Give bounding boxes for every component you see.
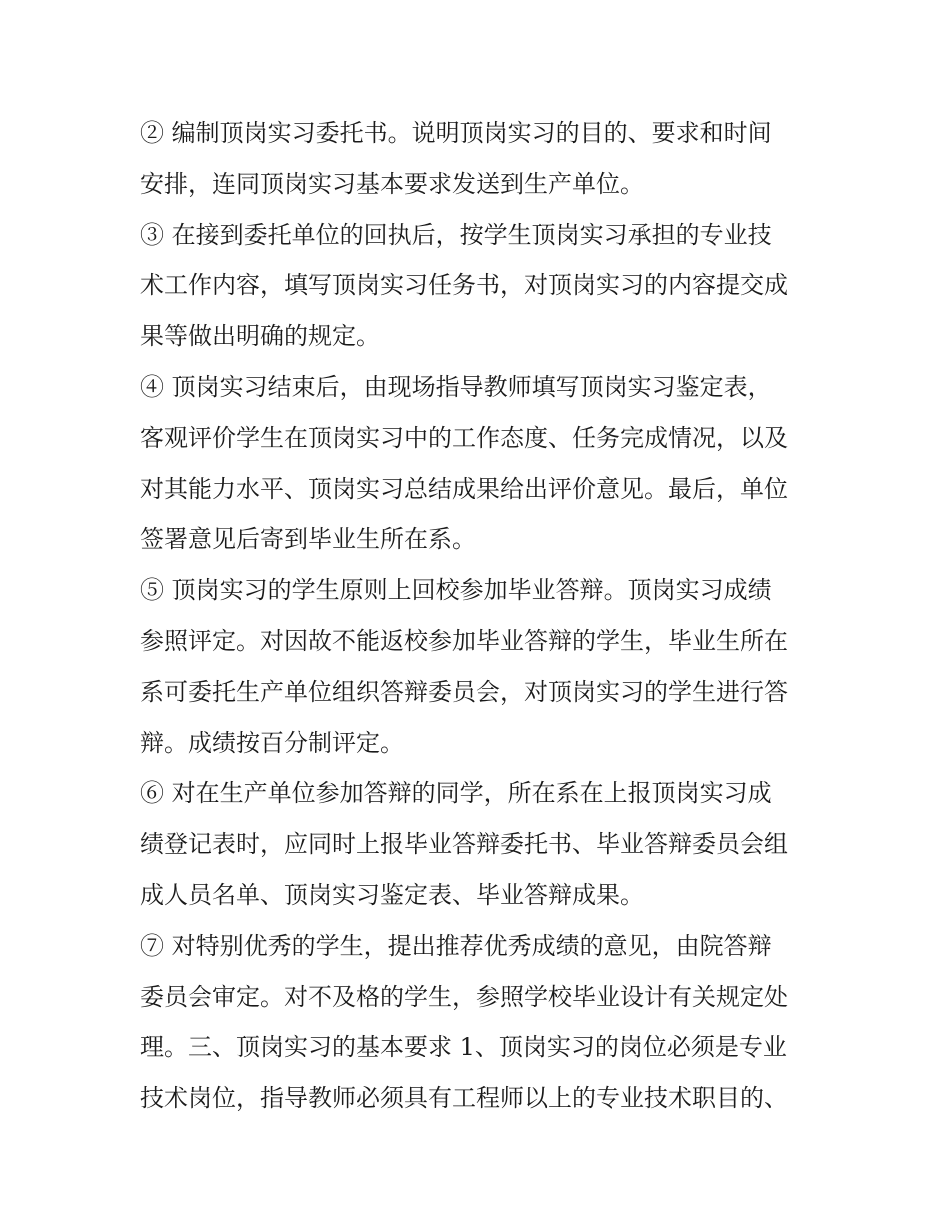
text-line: 理。三、顶岗实习的基本要求 1、顶岗实习的岗位必须是专业 <box>140 1033 787 1062</box>
text-line: ④ 顶岗实习结束后，由现场指导教师填写顶岗实习鉴定表， <box>140 372 772 401</box>
text-line: 参照评定。对因故不能返校参加毕业答辩的学生，毕业生所在 <box>140 626 788 655</box>
text-line: ⑥ 对在生产单位参加答辩的同学，所在系在上报顶岗实习成 <box>140 779 772 808</box>
text-line: 绩登记表时，应同时上报毕业答辩委托书、毕业答辩委员会组 <box>140 830 788 859</box>
text-line: 系可委托生产单位组织答辩委员会，对顶岗实习的学生进行答 <box>140 677 788 706</box>
text-line: 辩。成绩按百分制评定。 <box>140 728 404 757</box>
text-line: 术工作内容，填写顶岗实习任务书，对顶岗实习的内容提交成 <box>140 271 788 300</box>
text-line: ③ 在接到委托单位的回执后，按学生顶岗实习承担的专业技 <box>140 220 772 249</box>
text-line: 安排，连同顶岗实习基本要求发送到生产单位。 <box>140 169 644 198</box>
text-line: 对其能力水平、顶岗实习总结成果给出评价意见。最后，单位 <box>140 474 788 503</box>
text-line: ② 编制顶岗实习委托书。说明顶岗实习的目的、要求和时间 <box>140 119 772 147</box>
text-line: 委员会审定。对不及格的学生，参照学校毕业设计有关规定处 <box>140 982 788 1011</box>
document-body <box>140 108 820 1124</box>
text-line: 成人员名单、顶岗实习鉴定表、毕业答辩成果。 <box>140 880 644 909</box>
text-line: 客观评价学生在顶岗实习中的工作态度、任务完成情况，以及 <box>140 423 788 452</box>
text-line: 签署意见后寄到毕业生所在系。 <box>140 525 476 554</box>
text-line: ⑤ 顶岗实习的学生原则上回校参加毕业答辩。顶岗实习成绩 <box>140 576 772 605</box>
text-line: 果等做出明确的规定。 <box>140 322 380 351</box>
text-line: 技术岗位，指导教师必须具有工程师以上的专业技术职目的、 <box>140 1084 788 1113</box>
text-line: ⑦ 对特别优秀的学生，提出推荐优秀成绩的意见，由院答辩 <box>140 931 772 960</box>
